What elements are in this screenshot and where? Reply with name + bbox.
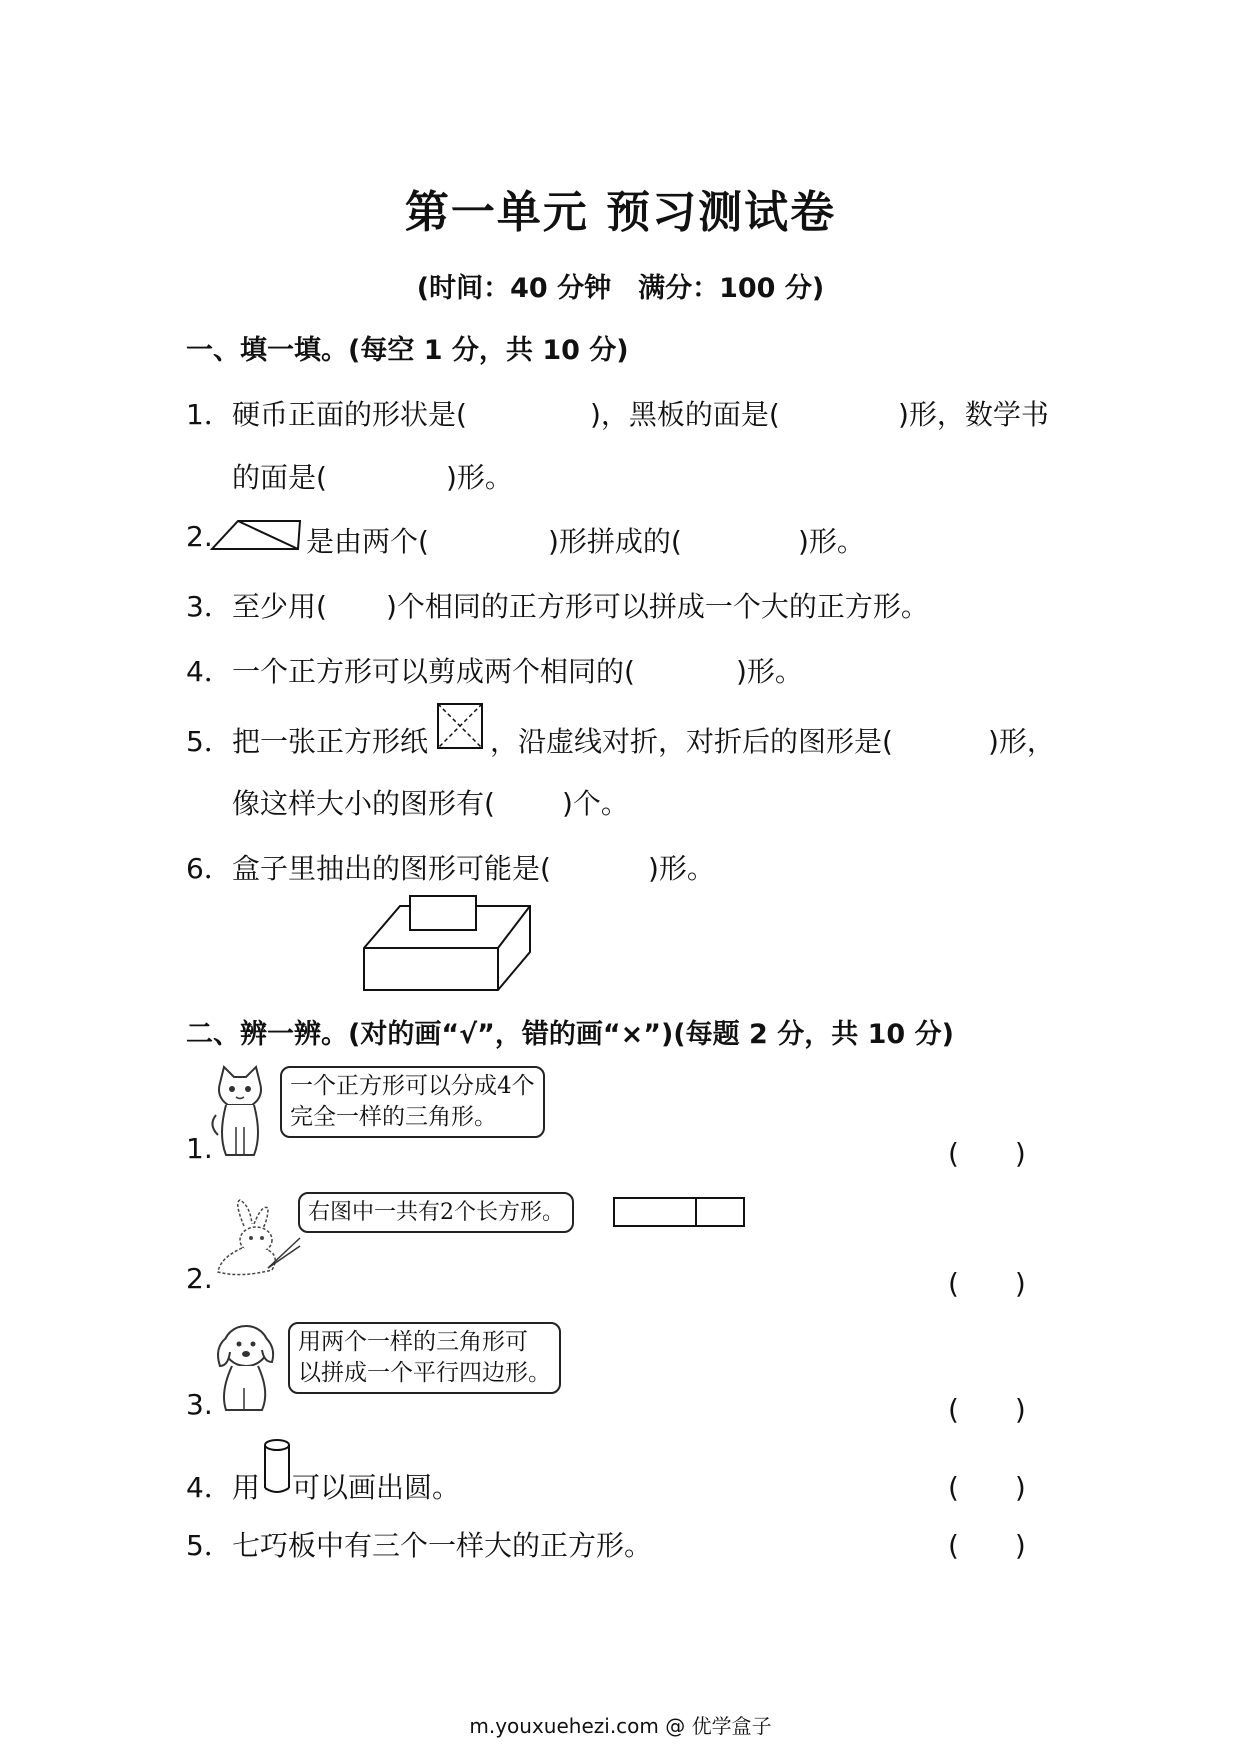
- judge-item-3-number: 3.: [186, 1388, 213, 1421]
- question-4-text-b: )形。: [736, 655, 803, 688]
- judge-item-4-answer-blank[interactable]: ( ): [948, 1471, 1026, 1504]
- question-4-number: 4．: [186, 655, 232, 688]
- speech-bubble-2-tail: [264, 1236, 304, 1272]
- question-1-text-a: 硬币正面的形状是(: [232, 398, 467, 431]
- question-5-text-c: )形，: [988, 725, 1055, 758]
- speech-bubble-1: [280, 1066, 545, 1138]
- question-1-text-c: )形，数学书: [898, 398, 1049, 431]
- question-5-line2-end: )个。: [562, 787, 629, 820]
- question-3-text-a: 至少用(: [232, 590, 327, 623]
- judge-item-4-number: 4．: [186, 1471, 232, 1504]
- question-1-line2: 的面是(: [232, 461, 327, 494]
- speech-bubble-2-line1: 右图中一共有2个长方形。: [308, 1200, 564, 1225]
- question-5-text-a: 把一张正方形纸: [232, 725, 429, 758]
- question-6-number: 6．: [186, 852, 232, 885]
- question-6-text-b: )形。: [648, 852, 715, 885]
- question-1-number: 1．: [186, 398, 232, 431]
- judge-item-2-number: 2.: [186, 1262, 213, 1295]
- judge-item-5-number: 5．: [186, 1529, 232, 1562]
- judge-item-4-text-b: 可以画出圆。: [292, 1471, 461, 1504]
- judge-item-4-text-a: 用: [232, 1471, 261, 1504]
- speech-bubble-1-line1: 一个正方形可以分成4个: [290, 1073, 535, 1099]
- speech-bubble-3-line2: 以拼成一个平行四边形。: [298, 1360, 551, 1386]
- speech-bubble-2: [298, 1192, 574, 1233]
- question-1-line2-end: )形。: [446, 461, 513, 494]
- parallelogram-icon: [210, 518, 302, 552]
- section1-heading: 一、填一填。(每空 1 分，共 10 分): [186, 335, 629, 366]
- question-4-text-a: 一个正方形可以剪成两个相同的(: [232, 655, 635, 688]
- judge-item-1-answer-blank[interactable]: ( ): [948, 1137, 1026, 1170]
- question-5-number: 5．: [186, 725, 232, 758]
- folded-square-paper-icon: [436, 702, 486, 752]
- judge-item-3-answer-blank[interactable]: ( ): [948, 1393, 1026, 1426]
- footer-watermark: m.youxuehezi.com @ 优学盒子: [469, 1714, 772, 1738]
- question-2-text-a: 是由两个(: [306, 525, 429, 558]
- speech-bubble-3-line1: 用两个一样的三角形可: [298, 1329, 528, 1355]
- cat-icon: [208, 1065, 270, 1161]
- speech-bubble-1-line2: 完全一样的三角形。: [290, 1104, 497, 1130]
- question-5-line2: 像这样大小的图形有(: [232, 787, 495, 820]
- judge-item-5-text: 七巧板中有三个一样大的正方形。: [232, 1529, 653, 1562]
- question-6-text-a: 盒子里抽出的图形可能是(: [232, 852, 551, 885]
- question-2-text-c: )形。: [798, 525, 865, 558]
- judge-item-5-answer-blank[interactable]: ( ): [948, 1529, 1026, 1562]
- page-subtitle: (时间：40 分钟 满分：100 分): [416, 273, 825, 304]
- judge-item-2-answer-blank[interactable]: ( ): [948, 1267, 1026, 1300]
- dog-icon: [212, 1322, 278, 1414]
- question-3-number: 3．: [186, 590, 232, 623]
- speech-bubble-3: [288, 1322, 561, 1394]
- question-5-text-b: ，沿虚线对折，对折后的图形是(: [490, 725, 893, 758]
- question-1-text-b: )，黑板的面是(: [590, 398, 780, 431]
- question-3-text-b: )个相同的正方形可以拼成一个大的正方形。: [386, 590, 929, 623]
- page-title: 第一单元 预习测试卷: [404, 187, 837, 238]
- question-2-number: 2.: [186, 520, 213, 553]
- judge-item-1-number: 1.: [186, 1132, 213, 1165]
- question-2-text-b: )形拼成的(: [548, 525, 682, 558]
- section2-heading: 二、辨一辨。(对的画“√”，错的画“×”)(每题 2 分，共 10 分): [186, 1019, 954, 1050]
- cylinder-icon: [262, 1438, 292, 1496]
- two-rectangles-figure: [612, 1196, 748, 1230]
- box-with-card-illustration: [360, 896, 536, 994]
